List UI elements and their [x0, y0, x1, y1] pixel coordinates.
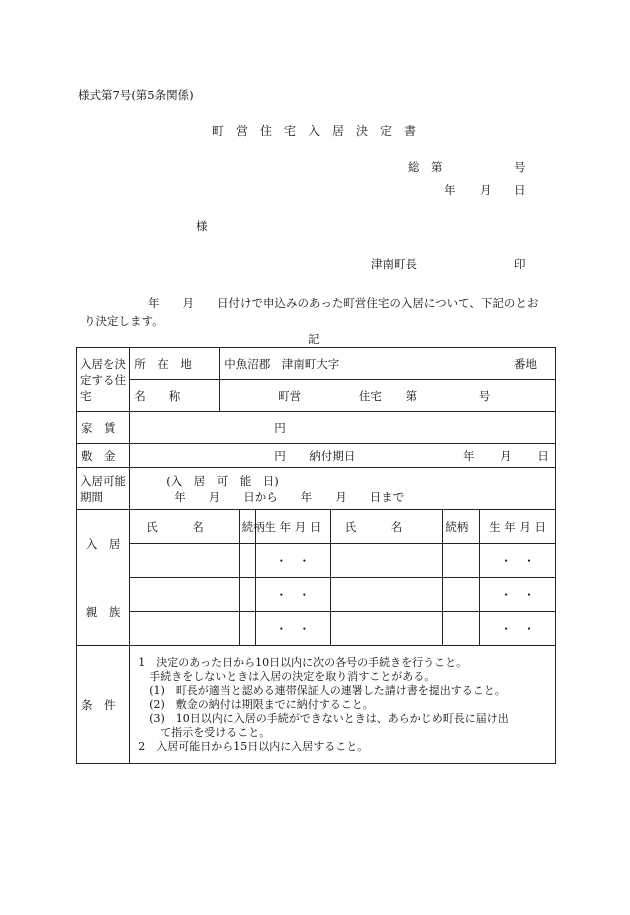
- conditions-label: 条 件: [77, 646, 130, 764]
- family-header-birth-1: 生 年 月 日: [256, 510, 331, 544]
- family-name-cell: [330, 612, 443, 646]
- deposit-deadline: 納付期日: [309, 448, 356, 463]
- family-header-relation-1: 続柄: [239, 510, 255, 544]
- body-text-line1: 年 月 日付けで申込みのあった町営住宅の入居について、下記のとお: [148, 296, 539, 310]
- family-header-name-1: 氏 名: [130, 510, 239, 544]
- location-label-cell: [130, 348, 220, 380]
- deposit-value-cell: [130, 444, 556, 468]
- family-name-cell: [330, 578, 443, 612]
- family-header-birth-2: 生 年 月 日: [480, 510, 556, 544]
- form-number: 様式第7号(第5条関係): [78, 88, 194, 102]
- page-title: 町 営 住 宅 入 居 決 定 書: [212, 124, 417, 138]
- condition-line: (1) 町長が適当と認める連帯保証人の連署した請け書を提出すること。: [138, 683, 506, 697]
- rent-value-cell: [130, 412, 556, 444]
- period-label: 入居可能期間: [77, 468, 130, 510]
- record-mark: 記: [308, 332, 320, 346]
- family-relation-cell: [443, 578, 480, 612]
- issue-day: 日: [514, 183, 526, 197]
- name-suffix: 号: [478, 388, 491, 403]
- family-label-cell: [77, 510, 130, 646]
- body-text-line2: り決定します。: [84, 314, 164, 328]
- family-relation-cell: [239, 544, 255, 578]
- issue-year: 年: [444, 183, 456, 197]
- family-relation-cell: [443, 612, 480, 646]
- family-birth-cell: ・ ・: [480, 578, 556, 612]
- name-label: 名 称: [134, 388, 181, 403]
- issuer-seal: 印: [514, 257, 526, 271]
- family-name-cell: [130, 544, 239, 578]
- deposit-label: 敷 金: [77, 444, 130, 468]
- family-name-cell: [130, 578, 239, 612]
- family-header-relation-2: 続柄: [443, 510, 480, 544]
- name-number: 第: [405, 388, 418, 403]
- condition-line: (3) 10日以内に入居の手続ができないときは、あらかじめ町長に届け出: [138, 711, 509, 725]
- condition-line: て指示を受けること。: [138, 725, 271, 739]
- rent-unit: 円: [274, 420, 286, 435]
- location-value-cell: [220, 348, 556, 380]
- family-birth-cell: ・ ・: [256, 612, 331, 646]
- family-birth-cell: ・ ・: [256, 578, 331, 612]
- family-label-bottom: 親 族: [85, 604, 121, 619]
- period-line2: 年 月 日から 年 月 日まで: [174, 489, 405, 504]
- family-birth-cell: ・ ・: [480, 612, 556, 646]
- issue-month: 月: [480, 183, 492, 197]
- family-label-top: 入 居: [85, 536, 121, 551]
- family-name-cell: [130, 612, 239, 646]
- family-relation-cell: [239, 578, 255, 612]
- family-relation-cell: [239, 612, 255, 646]
- name-town: 町営: [278, 388, 302, 403]
- deposit-year: 年: [463, 448, 475, 463]
- condition-line: (2) 敷金の納付は期限までに納付すること。: [138, 697, 374, 711]
- family-header-name-2: 氏 名: [330, 510, 443, 544]
- issue-number-prefix: 総 第: [408, 160, 443, 174]
- deposit-month: 月: [500, 448, 512, 463]
- housing-decision-table: [76, 347, 556, 764]
- period-value-cell: [130, 468, 556, 510]
- family-birth-cell: ・ ・: [256, 544, 331, 578]
- issue-number-suffix: 号: [514, 160, 526, 174]
- deposit-unit: 円: [274, 448, 286, 463]
- location-label: 所 在 地: [134, 356, 192, 371]
- deposit-day: 日: [537, 448, 549, 463]
- family-name-cell: [330, 544, 443, 578]
- condition-line: 1 決定のあった日から10日以内に次の各号の手続きを行うこと。: [138, 655, 468, 669]
- name-label-cell: [130, 380, 220, 412]
- period-line1: (入 居 可 能 日): [166, 473, 279, 488]
- condition-line: 手続きをしないときは入居の決定を取り消すことがある。: [138, 669, 436, 683]
- conditions-cell: [130, 646, 556, 764]
- name-value-cell: [220, 380, 556, 412]
- issuer-name: 津南町長: [371, 257, 417, 271]
- addressee-suffix: 様: [196, 219, 208, 233]
- name-housing: 住宅: [358, 388, 382, 403]
- family-birth-cell: ・ ・: [480, 544, 556, 578]
- location-suffix: 番地: [514, 356, 537, 371]
- location-value: 中魚沼郡 津南町大字: [224, 356, 340, 371]
- family-relation-cell: [443, 544, 480, 578]
- condition-line: 2 入居可能日から15日以内に入居すること。: [138, 739, 369, 753]
- rent-label: 家 賃: [77, 412, 130, 444]
- housing-label: 入居を決定する住宅: [77, 348, 130, 412]
